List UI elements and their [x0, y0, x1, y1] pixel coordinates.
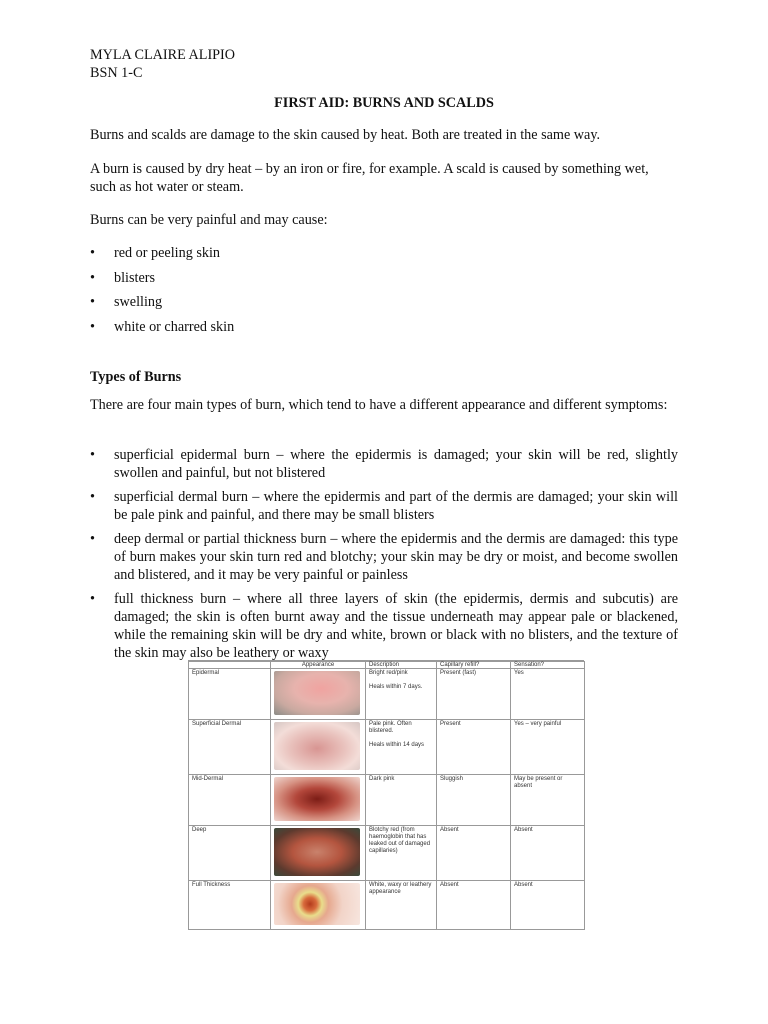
capillary-refill-cell: Sluggish	[437, 775, 511, 826]
header-cell: Sensation?	[511, 662, 585, 669]
capillary-refill-cell: Present (fast)	[437, 669, 511, 720]
list-item-text: full thickness burn – where all three layers of skin (the epidermis, dermis and subcutis) are damaged; the skin is often burnt away and the tissue underneath may appear pale or blackened, while the remaining skin will be dry and white, brown or black with no blisters, and the texture of the skin may also be leathery or waxy	[114, 591, 678, 661]
table-header-row	[189, 662, 585, 669]
table-row	[189, 669, 585, 720]
header-cell: Appearance	[271, 662, 366, 669]
list-item	[90, 530, 678, 590]
intro-paragraph: Burns and scalds are damage to the skin caused by heat. Both are treated in the same way.	[90, 127, 601, 143]
description-text: Bright red/pink	[369, 670, 408, 676]
epidermal-burn-photo	[274, 671, 360, 715]
list-item	[90, 318, 678, 343]
sensation-cell: Yes – very painful	[511, 720, 585, 775]
table-row	[189, 826, 585, 881]
sensation-cell: Absent	[511, 881, 585, 930]
list-item-text: white or charred skin	[114, 318, 235, 335]
table-row	[189, 720, 585, 775]
burn-type-cell: Superficial Dermal	[189, 720, 271, 775]
burn-type-cell: Full Thickness	[189, 881, 271, 930]
burn-scald-definition: A burn is caused by dry heat – by an iron or fire, for example. A scald is caused by something wet, such as hot water or steam.	[90, 161, 649, 195]
header-cell: Description	[366, 662, 437, 669]
full-thickness-burn-photo	[274, 883, 360, 925]
sensation-cell: Yes	[511, 669, 585, 720]
description-cell: White, waxy or leathery appearance	[366, 881, 437, 930]
capillary-refill-cell: Absent	[437, 881, 511, 930]
bullet-icon: •	[90, 489, 95, 505]
author-section: BSN 1-C	[90, 65, 143, 81]
bullet-icon: •	[90, 591, 95, 607]
list-item	[90, 488, 678, 530]
appearance-cell	[271, 720, 366, 775]
description-cell: Dark pink	[366, 775, 437, 826]
list-item	[90, 293, 678, 318]
bullet-icon: •	[90, 269, 95, 286]
table-bottom-rule	[188, 929, 584, 930]
table-row	[189, 881, 585, 930]
burn-type-cell: Deep	[189, 826, 271, 881]
description-text: Pale pink. Often blistered.	[369, 721, 412, 734]
bullet-icon: •	[90, 294, 95, 310]
bullet-icon: •	[90, 318, 95, 335]
capillary-refill-cell: Absent	[437, 826, 511, 881]
description-cell	[366, 669, 437, 720]
sensation-cell: Absent	[511, 826, 585, 881]
deep-burn-photo	[274, 828, 360, 876]
description-cell	[366, 720, 437, 775]
list-item	[90, 446, 678, 488]
symptoms-lead: Burns can be very painful and may cause:	[90, 212, 328, 228]
list-item-text: red or peeling skin	[114, 245, 220, 261]
author-block	[90, 46, 235, 82]
appearance-cell	[271, 669, 366, 720]
types-heading: Types of Burns	[90, 369, 182, 385]
healing-text: Heals within 7 days.	[369, 684, 423, 690]
list-item	[90, 590, 678, 662]
burn-types-list	[90, 446, 678, 662]
author-name: MYLA CLAIRE ALIPIO	[90, 47, 236, 63]
header-cell: Capillary refill?	[437, 662, 511, 669]
burn-type-cell: Mid-Dermal	[189, 775, 271, 826]
list-item-text: swelling	[114, 294, 163, 310]
description-cell: Blotchy red (from haemoglobin that has leaked out of damaged capillaries)	[366, 826, 437, 881]
list-item	[90, 269, 678, 294]
list-item-text: deep dermal or partial thickness burn – where the epidermis and the dermis are damaged: this type of burn makes your skin turn red and blotchy; your skin may be dry or moist, and become swollen and blistered, and it may be very painful or painless	[114, 531, 678, 583]
bullet-icon: •	[90, 245, 95, 261]
document-title: FIRST AID: BURNS AND SCALDS	[274, 95, 494, 111]
appearance-cell	[271, 881, 366, 930]
burns-classification-table	[188, 660, 584, 931]
burn-type-cell: Epidermal	[189, 669, 271, 720]
table-row	[189, 775, 585, 826]
bullet-icon: •	[90, 447, 95, 463]
bullet-icon: •	[90, 531, 95, 547]
mid-dermal-burn-photo	[274, 777, 360, 821]
sensation-cell: May be present or absent	[511, 775, 585, 826]
superficial-dermal-burn-photo	[274, 722, 360, 770]
header-cell	[189, 662, 271, 669]
capillary-refill-cell: Present	[437, 720, 511, 775]
appearance-cell	[271, 775, 366, 826]
list-item	[90, 244, 678, 269]
types-intro: There are four main types of burn, which tend to have a different appearance and different symptoms:	[90, 397, 668, 413]
symptoms-list	[90, 244, 678, 342]
healing-text: Heals within 14 days	[369, 742, 425, 748]
list-item-text: superficial dermal burn – where the epidermis and part of the dermis are damaged; your skin will be pale pink and painful, and there may be small blisters	[114, 489, 678, 523]
list-item-text: superficial epidermal burn – where the epidermis is damaged; your skin will be red, slightly swollen and painful, but not blistered	[114, 447, 678, 481]
list-item-text: blisters	[114, 269, 155, 286]
appearance-cell	[271, 826, 366, 881]
